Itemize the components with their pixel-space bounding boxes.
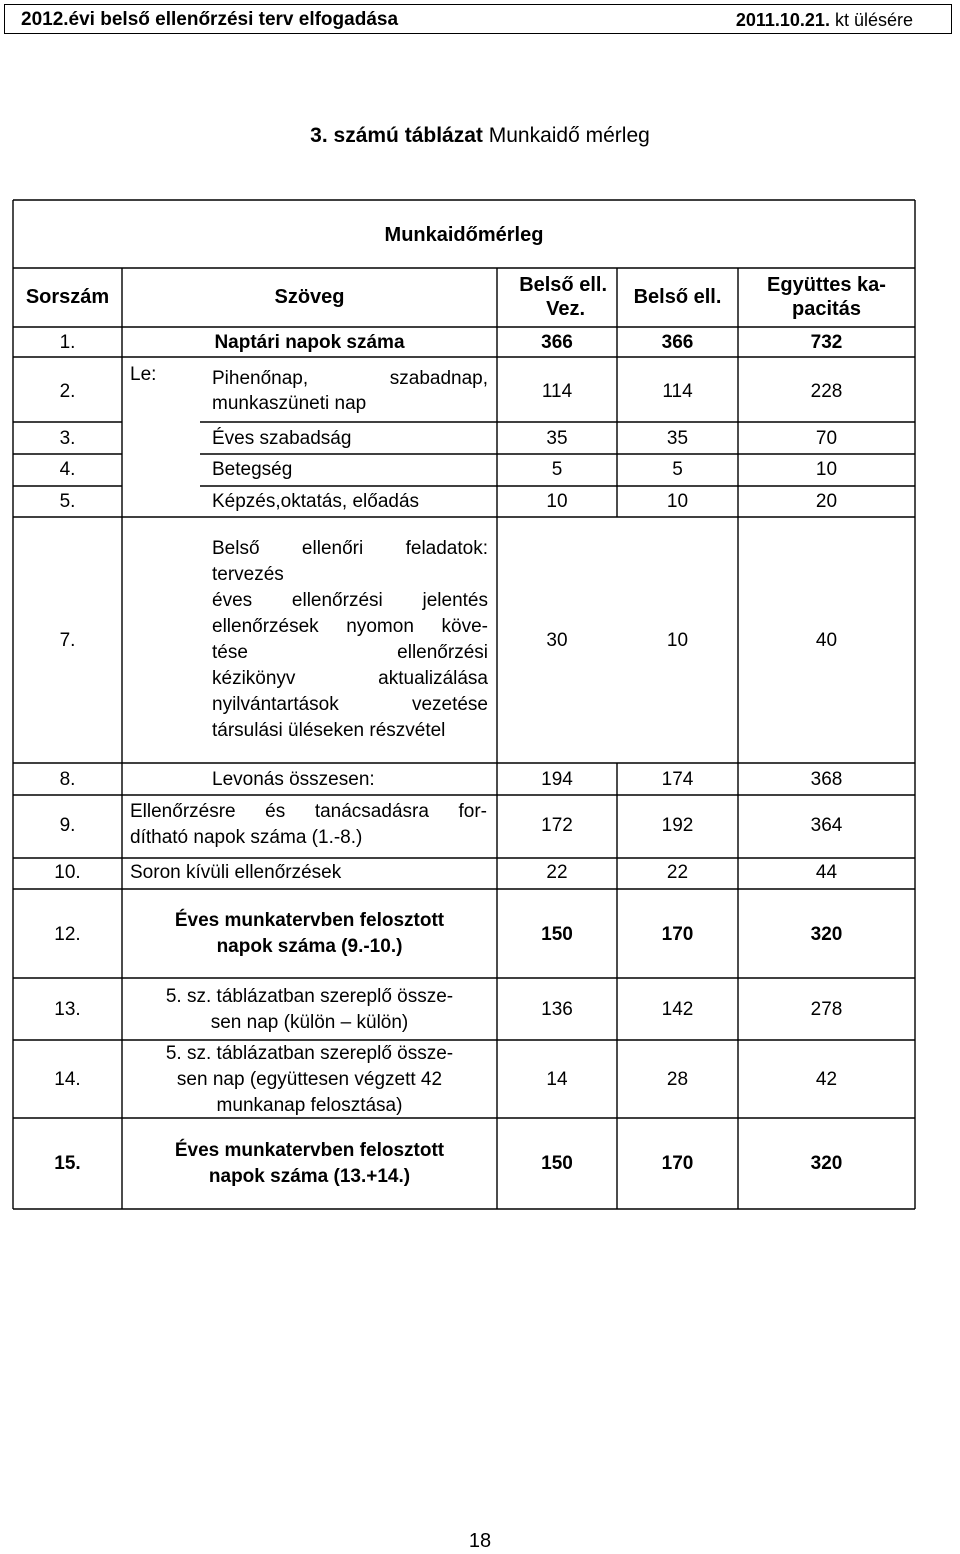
row7-line6: kézikönyv aktualizálása bbox=[212, 668, 488, 689]
row13-v1: 136 bbox=[541, 999, 573, 1020]
header-date bbox=[736, 10, 913, 31]
row14-v2: 28 bbox=[666, 1069, 689, 1090]
row2-v1: 114 bbox=[541, 381, 573, 402]
table-caption: Munkaidőmérleg bbox=[384, 224, 544, 246]
row2-text-line1: Pihenőnap, szabadnap, bbox=[212, 368, 488, 389]
page-number: 18 bbox=[468, 1530, 492, 1552]
row7-line8: társulási üléseken részvétel bbox=[212, 720, 446, 741]
col-header-belso-vez-line1: Belső ell. bbox=[519, 274, 607, 296]
row2-v3: 228 bbox=[810, 381, 843, 402]
row12-v1: 150 bbox=[541, 924, 573, 945]
row7-line1: Belső ellenőri feladatok: bbox=[212, 538, 488, 559]
row7-v1: 30 bbox=[546, 630, 568, 651]
row14-no: 14. bbox=[54, 1069, 81, 1090]
row2-v2: 114 bbox=[662, 381, 693, 402]
row10-text: Soron kívüli ellenőrzések bbox=[130, 862, 342, 883]
row13-text-line2: sen nap (külön – külön) bbox=[210, 1012, 409, 1033]
col-header-belso-vez-line2: Vez. bbox=[546, 298, 585, 320]
row1-text: Naptári napok száma bbox=[214, 332, 405, 353]
row13-v2: 142 bbox=[661, 999, 694, 1020]
row14-text-line1: 5. sz. táblázatban szereplő össze- bbox=[165, 1043, 454, 1064]
row7-line2: tervezés bbox=[212, 564, 284, 585]
col-header-egyuttes-line2: pacitás bbox=[792, 298, 861, 320]
row15-text-line2: napok száma (13.+14.) bbox=[208, 1166, 411, 1187]
row8-no: 8. bbox=[59, 769, 76, 790]
row5-v2: 10 bbox=[666, 491, 689, 512]
row12-v3: 320 bbox=[810, 924, 843, 945]
row13-text-line1: 5. sz. táblázatban szereplő össze- bbox=[165, 986, 454, 1007]
table-title-bold: 3. számú táblázat bbox=[310, 124, 483, 147]
row4-text: Betegség bbox=[212, 459, 293, 480]
row10-no: 10. bbox=[54, 862, 81, 883]
header-date-prefix: 2011.10.21. bbox=[735, 10, 835, 30]
row9-text-line1: Ellenőrzésre és tanácsadásra for- bbox=[130, 801, 487, 822]
col-header-belso: Belső ell. bbox=[633, 286, 722, 308]
row8-v2: 174 bbox=[661, 769, 694, 790]
row14-text-line2: sen nap (együttesen végzett 42 bbox=[176, 1069, 443, 1090]
table-title-rest: Munkaidő mérleg bbox=[482, 124, 650, 147]
row7-no: 7. bbox=[59, 630, 76, 651]
row8-v3: 368 bbox=[810, 769, 843, 790]
row1-no: 1. bbox=[59, 332, 76, 353]
row8-v1: 194 bbox=[541, 769, 573, 790]
row9-v1: 172 bbox=[541, 815, 573, 836]
row15-v2: 170 bbox=[661, 1153, 694, 1174]
row7-line3: éves ellenőrzési jelentés bbox=[212, 590, 488, 611]
row3-no: 3. bbox=[59, 428, 76, 449]
row3-text: Éves szabadság bbox=[212, 428, 352, 449]
row7-line4: ellenőrzések nyomon köve- bbox=[212, 616, 488, 637]
row5-v1: 10 bbox=[546, 491, 568, 512]
row10-v1: 22 bbox=[546, 862, 568, 883]
row7-v2: 10 bbox=[666, 630, 689, 651]
row14-text-line3: munkanap felosztása) bbox=[216, 1095, 403, 1116]
row14-v3: 42 bbox=[815, 1069, 838, 1090]
row7-line5: tése ellenőrzési bbox=[212, 642, 488, 663]
row2-no: 2. bbox=[59, 381, 76, 402]
row12-text-line2: napok száma (9.-10.) bbox=[216, 936, 403, 957]
row12-text-line1: Éves munkatervben felosztott bbox=[174, 910, 445, 931]
row10-v2: 22 bbox=[666, 862, 689, 883]
row5-text: Képzés,oktatás, előadás bbox=[212, 491, 420, 512]
row1-v2: 366 bbox=[661, 332, 694, 353]
row12-no: 12. bbox=[54, 924, 81, 945]
page-header bbox=[4, 4, 952, 34]
row9-v3: 364 bbox=[810, 815, 843, 836]
row9-text-line2: dítható napok száma (1.-8.) bbox=[130, 827, 363, 848]
row15-v1: 150 bbox=[541, 1153, 573, 1174]
row1-v1: 366 bbox=[541, 332, 573, 353]
le-label: Le: bbox=[130, 364, 157, 385]
row10-v3: 44 bbox=[815, 862, 838, 883]
row4-v2: 5 bbox=[672, 459, 683, 480]
col-header-egyuttes-line1: Együttes ka- bbox=[767, 274, 886, 296]
row7-line7: nyilvántartások vezetése bbox=[212, 694, 488, 715]
col-header-sorszam: Sorszám bbox=[25, 286, 110, 308]
row13-v3: 278 bbox=[810, 999, 843, 1020]
row15-v3: 320 bbox=[810, 1153, 843, 1174]
row13-no: 13. bbox=[54, 999, 81, 1020]
row3-v2: 35 bbox=[666, 428, 689, 449]
table-title bbox=[0, 124, 960, 148]
row8-text: Levonás összesen: bbox=[212, 769, 375, 790]
row4-v3: 10 bbox=[815, 459, 838, 480]
header-date-suffix: kt ülésére bbox=[834, 10, 913, 30]
row15-no: 15. bbox=[54, 1153, 81, 1174]
row1-v3: 732 bbox=[810, 332, 843, 353]
row9-no: 9. bbox=[59, 815, 76, 836]
col-header-szoveg: Szöveg bbox=[274, 286, 345, 308]
row4-no: 4. bbox=[59, 459, 76, 480]
header-title: 2012.évi belső ellenőrzési terv elfogadása bbox=[21, 9, 399, 30]
row12-v2: 170 bbox=[661, 924, 694, 945]
row14-v1: 14 bbox=[546, 1069, 568, 1090]
row7-v3: 40 bbox=[815, 630, 838, 651]
row15-text-line1: Éves munkatervben felosztott bbox=[174, 1140, 445, 1161]
row5-v3: 20 bbox=[815, 491, 838, 512]
row4-v1: 5 bbox=[551, 459, 563, 480]
row3-v3: 70 bbox=[815, 428, 838, 449]
row5-no: 5. bbox=[59, 491, 76, 512]
row9-v2: 192 bbox=[661, 815, 694, 836]
row3-v1: 35 bbox=[546, 428, 568, 449]
row2-text-line2: munkaszüneti nap bbox=[212, 393, 367, 414]
